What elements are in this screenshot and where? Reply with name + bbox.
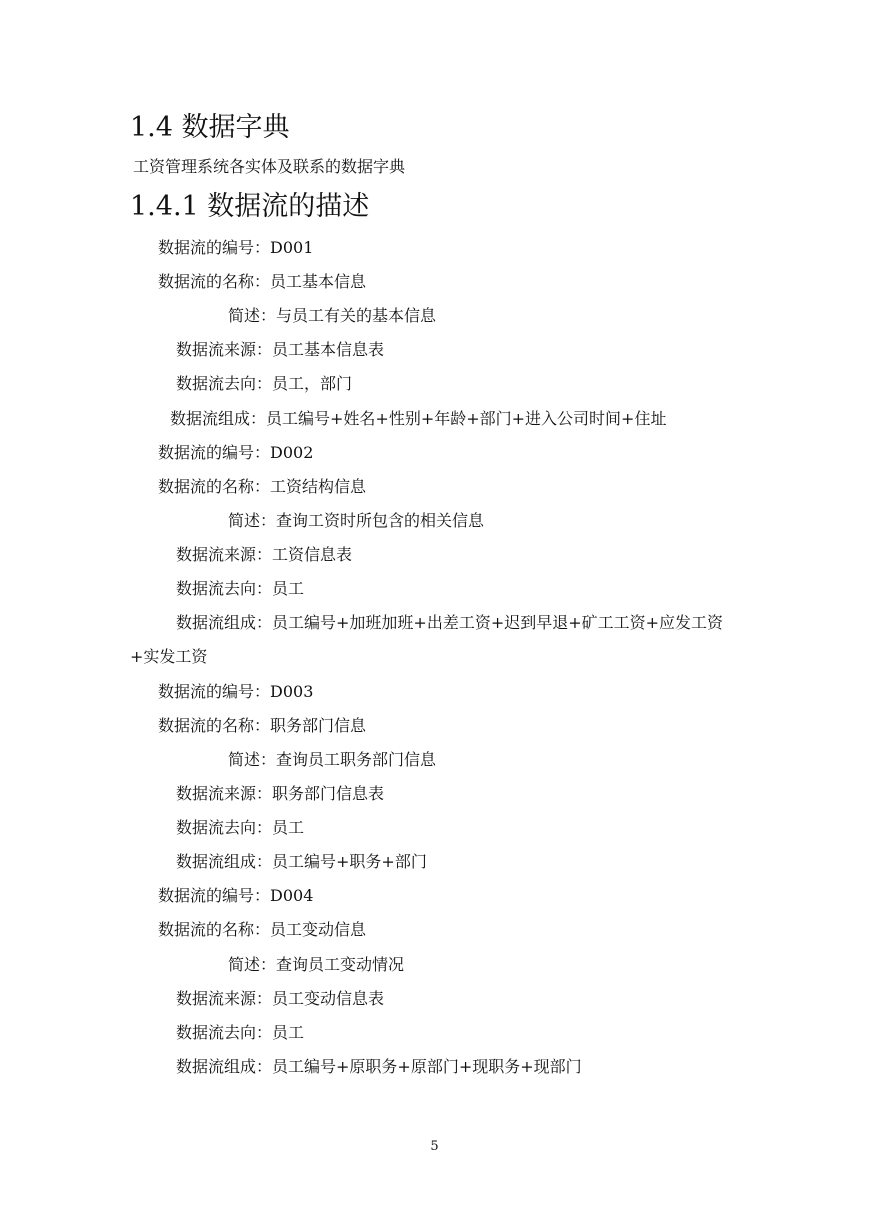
flow-desc-line: 简述：与员工有关的基本信息 (228, 306, 437, 325)
flow-comp-line: 数据流组成：员工编号+原职务+原部门+现职务+现部门 (176, 1057, 582, 1076)
section-title: 1.4 数据字典 (130, 112, 290, 143)
flow-id-line: 数据流的编号：D002 (158, 443, 314, 462)
flow-desc-line: 简述：查询员工变动情况 (228, 955, 405, 974)
flow-name-line: 数据流的名称：职务部门信息 (158, 716, 367, 735)
flow-comp-line: 数据流组成：员工编号+加班加班+出差工资+迟到早退+矿工工资+应发工资 (176, 613, 724, 632)
flow-id-line: 数据流的编号：D001 (158, 238, 314, 257)
flow-name-line: 数据流的名称：员工变动信息 (158, 920, 367, 939)
flow-id-line: 数据流的编号：D004 (158, 886, 314, 905)
flow-source-line: 数据流来源：员工变动信息表 (176, 989, 385, 1008)
flow-dest-line: 数据流去向：员工 (176, 1023, 305, 1042)
flow-dest-line: 数据流去向：员工，部门 (176, 374, 353, 393)
flow-name-line: 数据流的名称：员工基本信息 (158, 272, 367, 291)
flow-desc-line: 简述：查询员工职务部门信息 (228, 750, 437, 769)
flow-source-line: 数据流来源：工资信息表 (176, 545, 353, 564)
flow-id-line: 数据流的编号：D003 (158, 682, 314, 701)
flow-comp-line: 数据流组成：员工编号+姓名+性别+年龄+部门+进入公司时间+住址 (170, 409, 667, 428)
intro-text: 工资管理系统各实体及联系的数据字典 (133, 157, 406, 176)
flow-source-line: 数据流来源：职务部门信息表 (176, 784, 385, 803)
flow-dest-line: 数据流去向：员工 (176, 818, 305, 837)
flow-dest-line: 数据流去向：员工 (176, 579, 305, 598)
flow-desc-line: 简述：查询工资时所包含的相关信息 (228, 511, 485, 530)
flow-comp-line-continued: +实发工资 (130, 647, 208, 666)
subsection-title: 1.4.1 数据流的描述 (130, 191, 370, 222)
page-number: 5 (430, 1139, 439, 1154)
flow-comp-line: 数据流组成：员工编号+职务+部门 (176, 852, 427, 871)
flow-source-line: 数据流来源：员工基本信息表 (176, 340, 385, 359)
flow-name-line: 数据流的名称：工资结构信息 (158, 477, 367, 496)
